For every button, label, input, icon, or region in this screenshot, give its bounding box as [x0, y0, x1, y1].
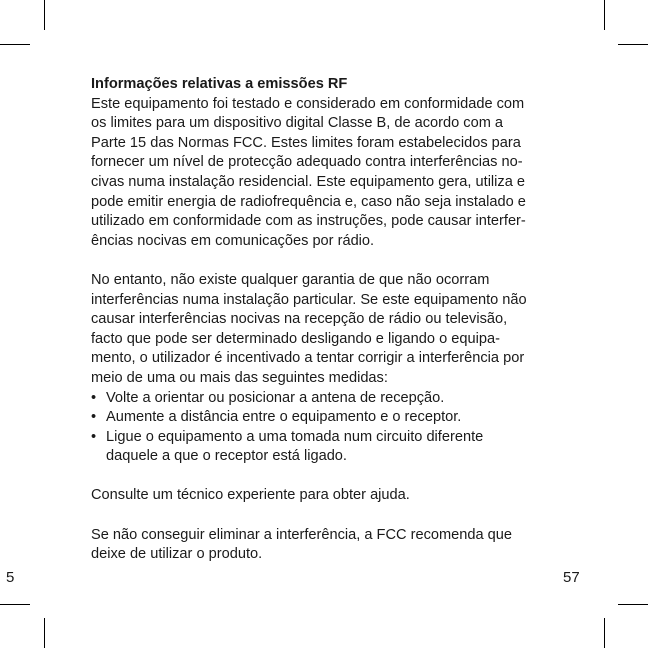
text-line: daquele a que o receptor está ligado.: [106, 448, 347, 465]
paragraph-spacer: [91, 467, 571, 487]
text-line: mento, o utilizador é incentivado a tentar corrigir a interferência por: [91, 350, 525, 367]
crop-mark-top-left-horizontal: [0, 44, 30, 45]
page-number: 57: [563, 569, 580, 586]
crop-mark-bottom-left-horizontal: [0, 604, 30, 605]
crop-mark-bottom-left-vertical: [44, 618, 45, 648]
measures-list: [91, 389, 571, 467]
text-line: Se não conseguir eliminar a interferência, a FCC recomenda que: [91, 526, 513, 543]
text-line: pode emitir energia de radiofrequência e, caso não seja instalado e: [91, 193, 526, 210]
paragraph-fcc-compliance: [91, 95, 571, 252]
text-line: No entanto, não existe qualquer garantia de que não ocorram: [91, 271, 490, 288]
text-line: fornecer um nível de protecção adequado contra interferências no-: [91, 154, 523, 171]
crop-mark-top-right-vertical: [604, 0, 605, 30]
paragraph-consult-technician: Consulte um técnico experiente para obter ajuda.: [91, 487, 410, 504]
section-heading: Informações relativas a emissões RF: [91, 76, 348, 92]
paragraph-spacer: [91, 251, 571, 271]
crop-mark-bottom-right-horizontal: [618, 604, 648, 605]
paragraph-spacer: [91, 506, 571, 526]
list-item: [91, 408, 571, 428]
text-line: Este equipamento foi testado e considerado em conformidade com: [91, 95, 525, 112]
list-item: [91, 389, 571, 409]
crop-mark-top-left-vertical: [44, 0, 45, 30]
text-line: os limites para um dispositivo digital Classe B, de acordo com a: [91, 115, 504, 132]
crop-mark-top-right-horizontal: [618, 44, 648, 45]
text-line: causar interferências nocivas na recepção de rádio ou televisão,: [91, 311, 508, 328]
paragraph-no-guarantee: [91, 271, 571, 389]
page-content: [91, 75, 571, 565]
list-item: [91, 428, 571, 467]
text-line: deixe de utilizar o produto.: [91, 546, 263, 563]
text-line: Parte 15 das Normas FCC. Estes limites foram estabelecidos para: [91, 134, 521, 151]
crop-mark-bottom-right-vertical: [604, 618, 605, 648]
text-line: facto que pode ser determinado desligando e ligando o equipa-: [91, 330, 500, 347]
text-line: • Volte a orientar ou posicionar a antena de recepção.: [106, 389, 445, 406]
text-line: • Aumente a distância entre o equipamento e o receptor.: [106, 409, 462, 426]
text-line: interferências numa instalação particular. Se este equipamento não: [91, 291, 527, 308]
paragraph-stop-using: [91, 526, 571, 565]
text-line: utilizado em conformidade com as instruções, pode causar interfer-: [91, 213, 526, 230]
previous-page-number: 5: [6, 569, 15, 586]
text-line: civas numa instalação residencial. Este equipamento gera, utiliza e: [91, 173, 526, 190]
text-line: meio de uma ou mais das seguintes medidas:: [91, 369, 388, 386]
text-line: • Ligue o equipamento a uma tomada num circuito diferente: [106, 428, 484, 445]
text-line: ências nocivas em comunicações por rádio.: [91, 232, 375, 249]
